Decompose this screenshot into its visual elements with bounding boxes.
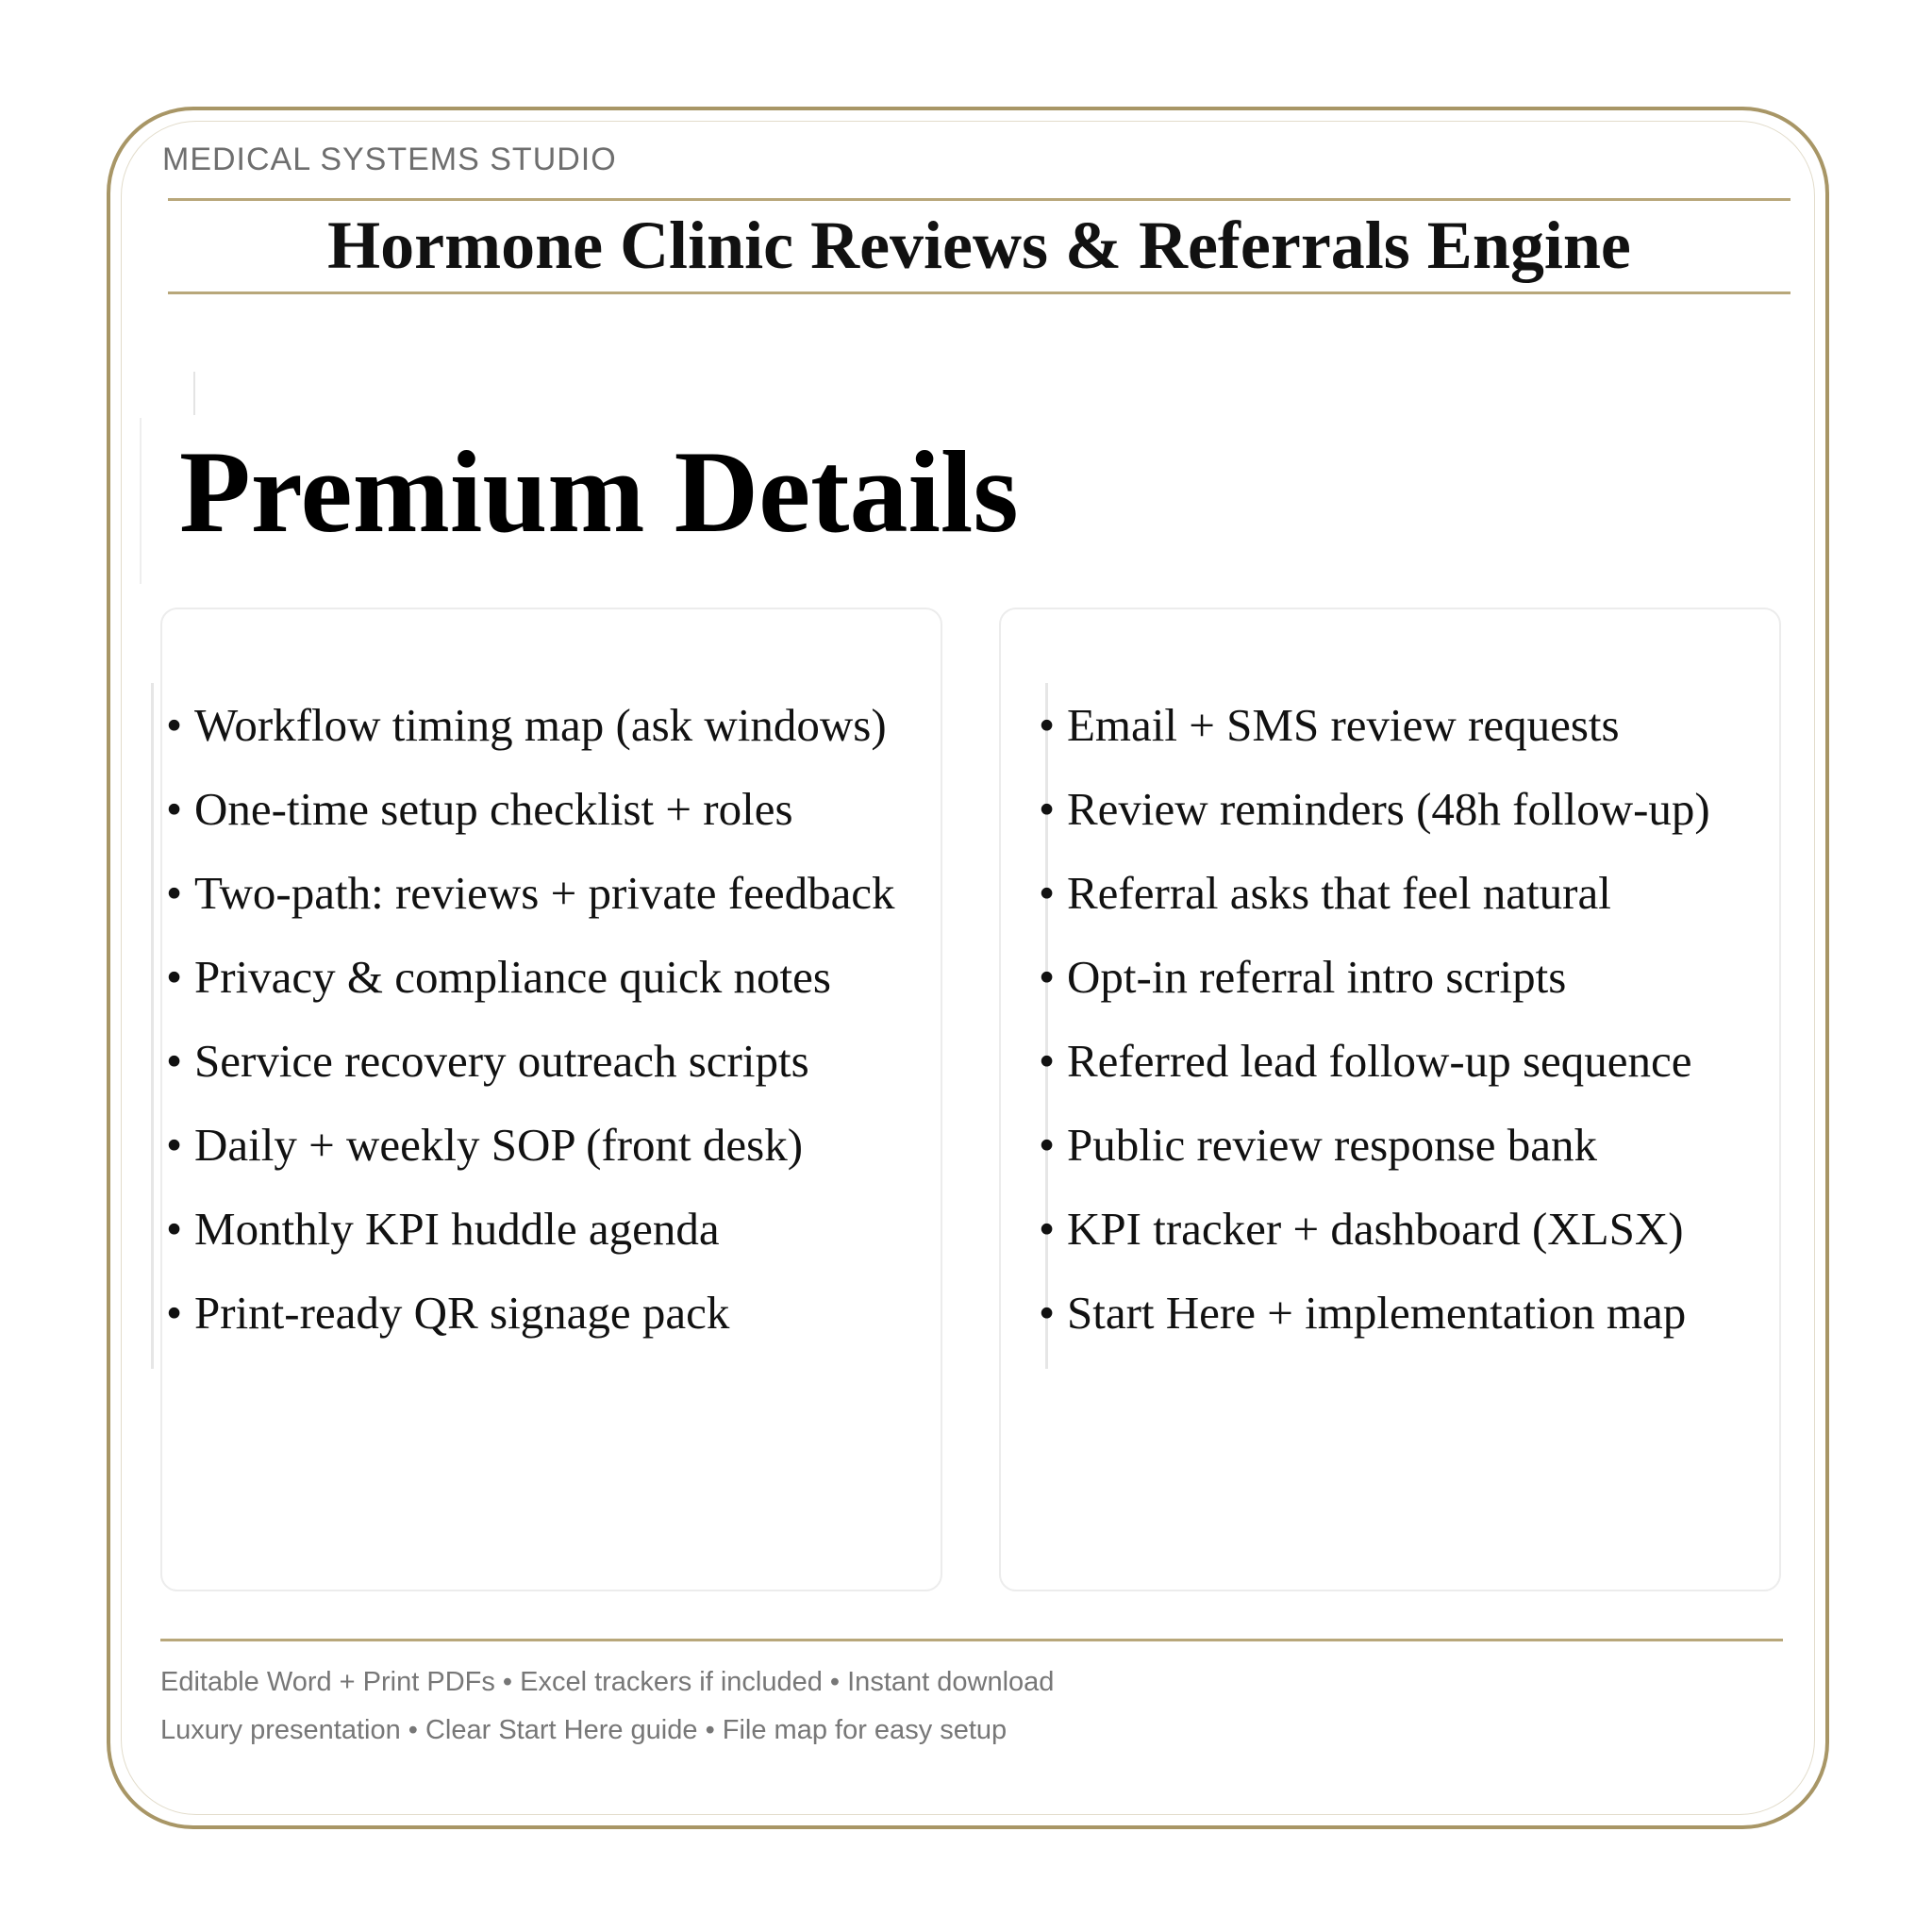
list-item-text: Start Here + implementation map — [1067, 1287, 1687, 1339]
left-feature-list — [166, 690, 895, 1361]
list-item — [166, 1193, 895, 1277]
bullet-icon: • — [166, 1203, 183, 1255]
list-item-text: Daily + weekly SOP (front desk) — [194, 1119, 804, 1171]
list-item — [166, 690, 895, 774]
list-item-text: Email + SMS review requests — [1067, 699, 1620, 751]
page-title: Hormone Clinic Reviews & Referrals Engine — [327, 208, 1631, 283]
list-item-text: Print-ready QR signage pack — [194, 1287, 730, 1339]
list-item-text: Public review response bank — [1067, 1119, 1597, 1171]
bullet-icon: • — [1039, 1287, 1056, 1339]
bullet-icon: • — [166, 783, 183, 835]
bullet-icon: • — [1039, 1035, 1056, 1087]
decorative-line — [193, 372, 195, 415]
list-item — [166, 1109, 895, 1193]
list-item — [166, 941, 895, 1025]
section-heading: Premium Details — [179, 427, 1019, 557]
list-item — [166, 1025, 895, 1109]
list-item-text: Review reminders (48h follow-up) — [1067, 783, 1710, 835]
list-item — [166, 858, 895, 941]
bullet-icon: • — [1039, 867, 1056, 919]
bullet-icon: • — [1039, 1203, 1056, 1255]
bullet-icon: • — [166, 699, 183, 751]
list-item-text: Monthly KPI huddle agenda — [194, 1203, 720, 1255]
footer-features-line-1: Editable Word + Print PDFs • Excel trackers if included • Instant download — [160, 1667, 1055, 1697]
list-item-text: Workflow timing map (ask windows) — [194, 699, 887, 751]
list-item — [1039, 941, 1710, 1025]
list-item-text: Service recovery outreach scripts — [194, 1035, 809, 1087]
bullet-icon: • — [166, 1287, 183, 1339]
list-item — [1039, 774, 1710, 858]
bullet-icon: • — [1039, 783, 1056, 835]
list-item — [166, 774, 895, 858]
bullet-icon: • — [1039, 1119, 1056, 1171]
list-item — [1039, 1193, 1710, 1277]
decorative-line — [140, 418, 142, 584]
brand-name: MEDICAL SYSTEMS STUDIO — [162, 142, 617, 177]
bullet-icon: • — [166, 951, 183, 1003]
list-item-text: Referred lead follow-up sequence — [1067, 1035, 1692, 1087]
title-bottom-rule — [168, 291, 1790, 294]
list-item-text: Privacy & compliance quick notes — [194, 951, 831, 1003]
bullet-icon: • — [166, 1035, 183, 1087]
left-list-rule — [151, 683, 154, 1369]
right-feature-list — [1039, 690, 1710, 1361]
list-item-text: Two-path: reviews + private feedback — [194, 867, 895, 919]
list-item-text: KPI tracker + dashboard (XLSX) — [1067, 1203, 1684, 1255]
list-item-text: One-time setup checklist + roles — [194, 783, 793, 835]
list-item — [1039, 1025, 1710, 1109]
bullet-icon: • — [166, 1119, 183, 1171]
bullet-icon: • — [166, 867, 183, 919]
footer-rule — [160, 1639, 1783, 1641]
footer-features-line-2: Luxury presentation • Clear Start Here guide • File map for easy setup — [160, 1715, 1008, 1745]
bullet-icon: • — [1039, 951, 1056, 1003]
list-item — [1039, 858, 1710, 941]
list-item — [1039, 1109, 1710, 1193]
list-item — [1039, 1277, 1710, 1361]
list-item-text: Referral asks that feel natural — [1067, 867, 1611, 919]
list-item — [166, 1277, 895, 1361]
list-item — [1039, 690, 1710, 774]
list-item-text: Opt-in referral intro scripts — [1067, 951, 1567, 1003]
bullet-icon: • — [1039, 699, 1056, 751]
